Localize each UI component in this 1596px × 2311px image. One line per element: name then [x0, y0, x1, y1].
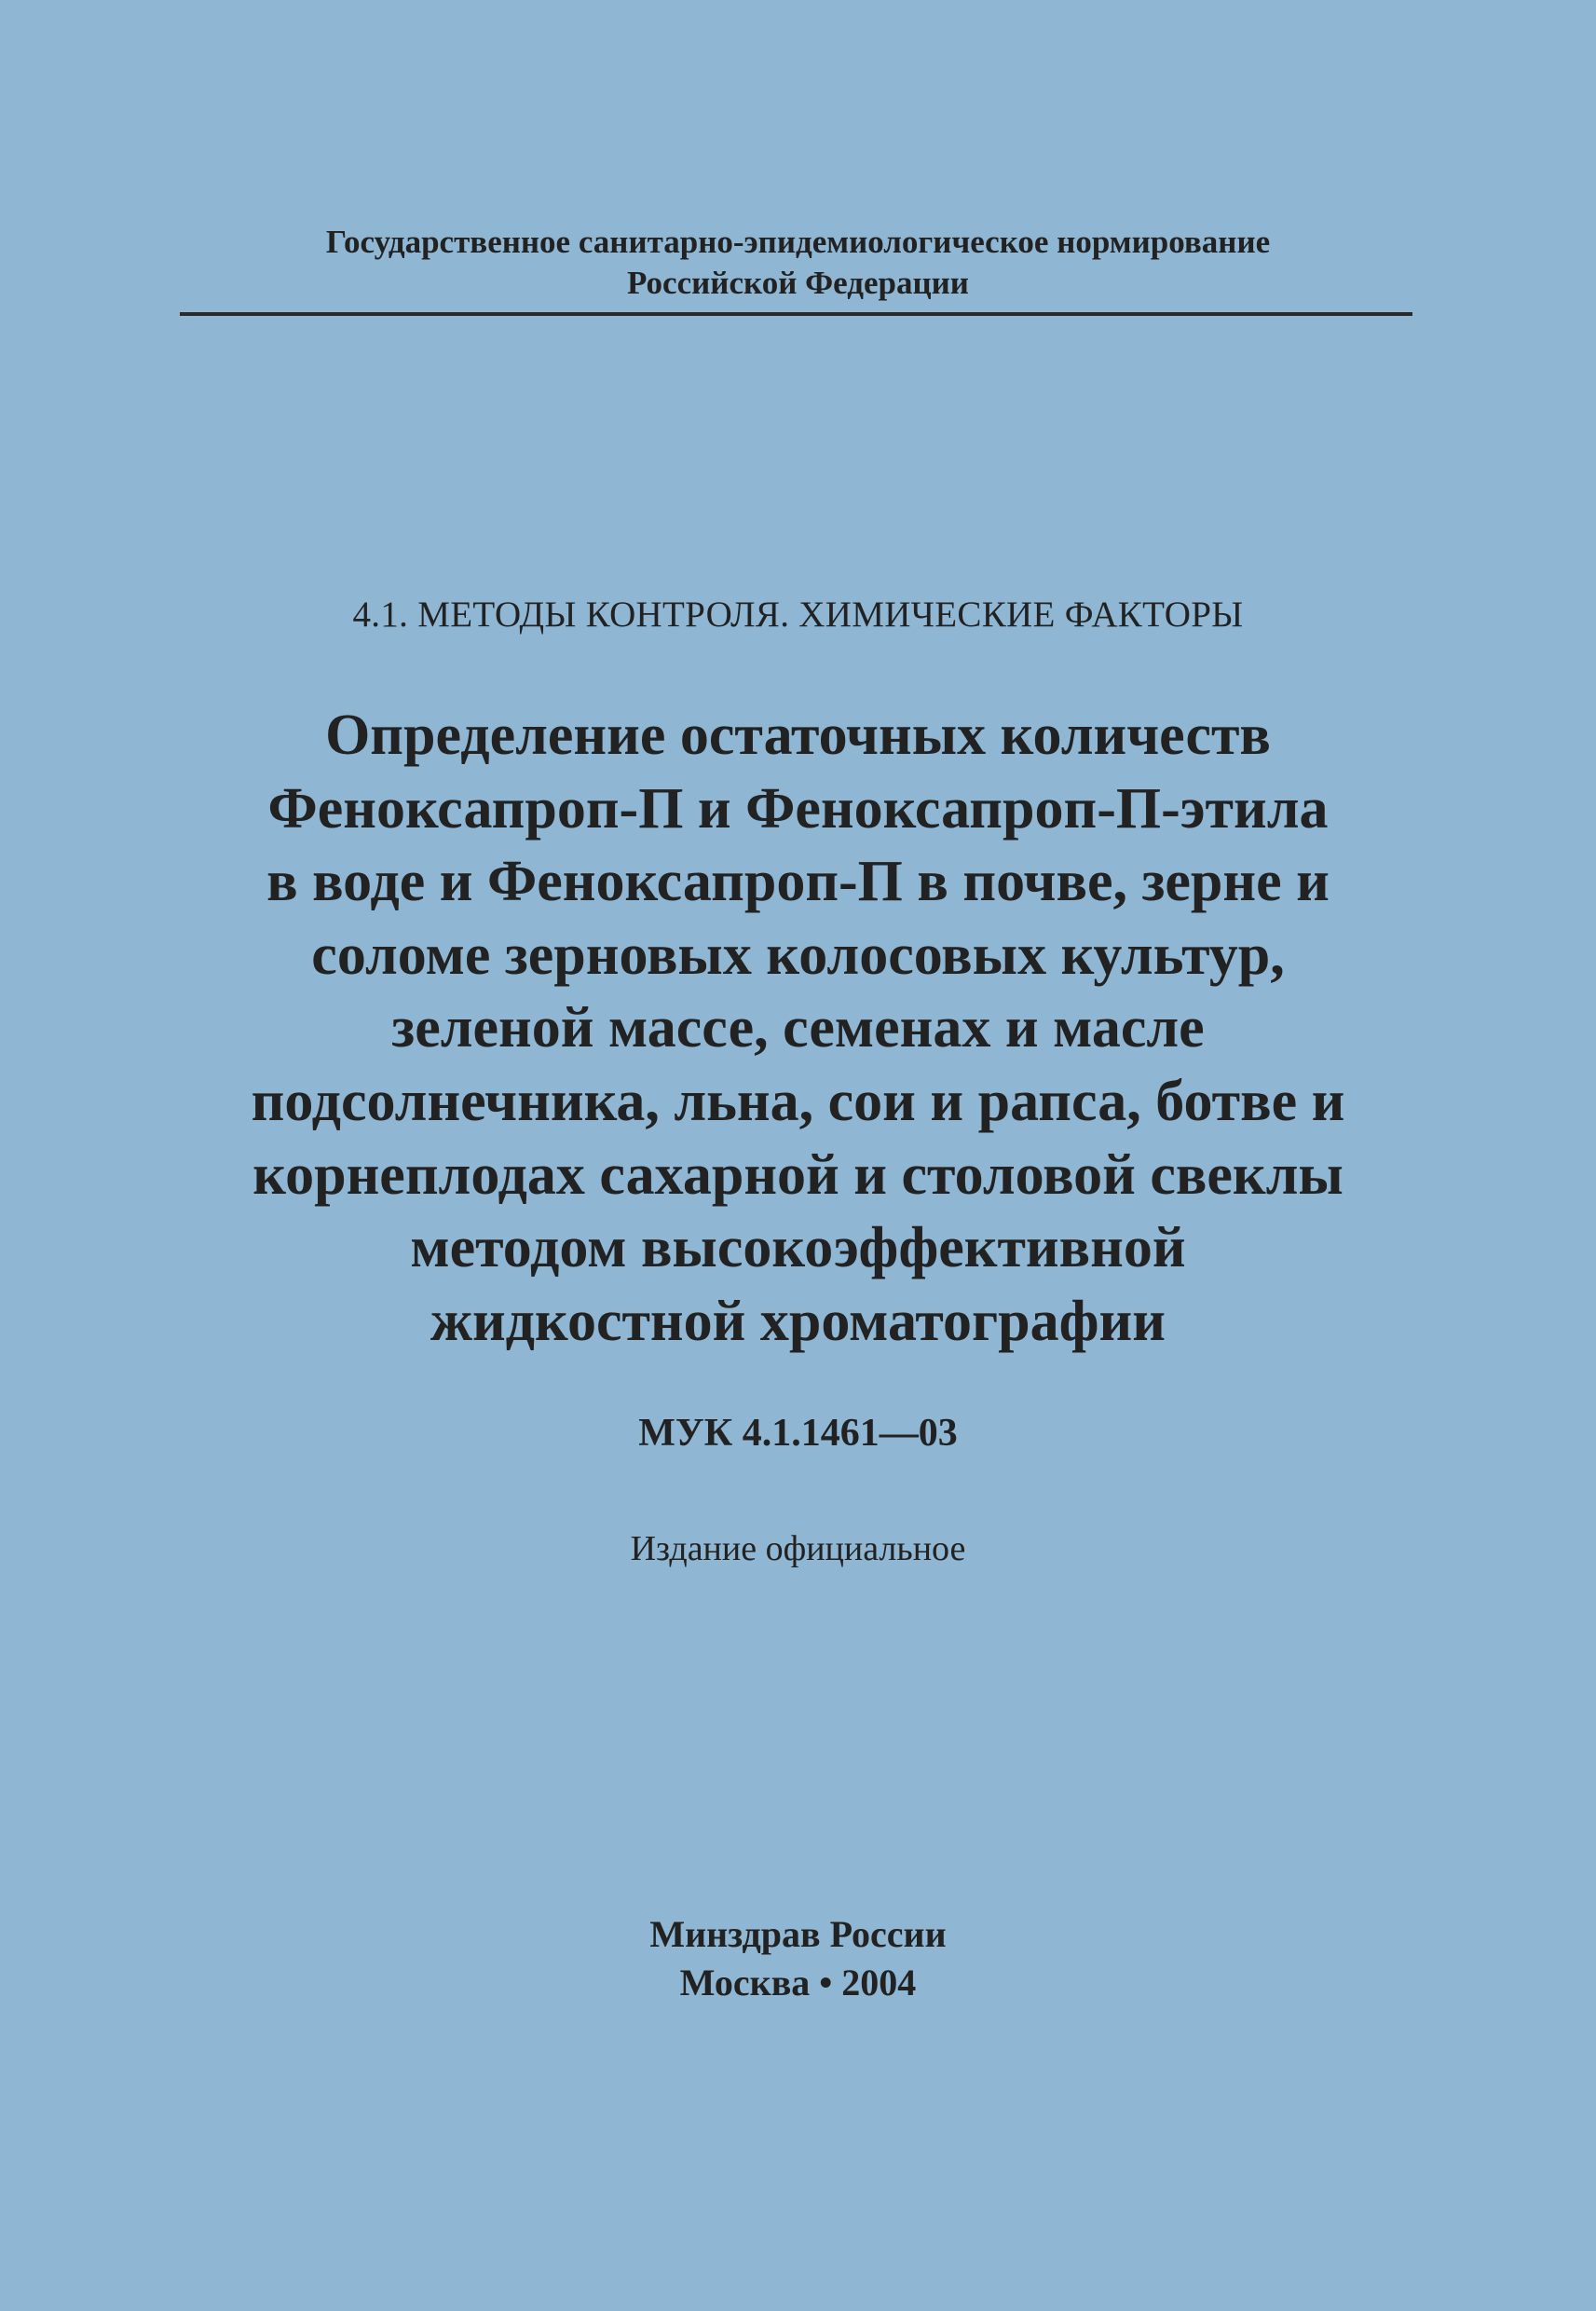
- publisher-block: [0, 1910, 1596, 2007]
- title-line-1: Определение остаточных количеств: [325, 704, 1271, 767]
- series-title: 4.1. МЕТОДЫ КОНТРОЛЯ. ХИМИЧЕСКИЕ ФАКТОРЫ: [352, 595, 1244, 635]
- header-line-1: Государственное санитарно-эпидемиологическое нормирование: [325, 224, 1271, 260]
- title-line-5: зеленой массе, семенах и масле: [391, 996, 1205, 1060]
- title-line-8: методом высокоэффективной: [410, 1216, 1186, 1280]
- publication-city-year: Москва • 2004: [679, 1962, 917, 2003]
- title-line-2: Феноксапроп-П и Феноксапроп-П-этила: [267, 776, 1329, 841]
- title-line-7: корнеплодах сахарной и столовой свеклы: [252, 1142, 1344, 1207]
- publisher-name: Минздрав России: [649, 1913, 947, 1955]
- issuing-system-header: [0, 222, 1596, 304]
- header-line-2: Российской Федерации: [627, 265, 969, 301]
- title-line-3: в воде и Феноксапроп-П в почве, зерне и: [266, 850, 1330, 914]
- document-code: МУК 4.1.1461—03: [638, 1412, 958, 1455]
- header-divider: [180, 312, 1412, 316]
- title-line-4: соломе зерновых колосовых культур,: [311, 923, 1285, 987]
- document-title: [0, 699, 1596, 1358]
- title-line-6: подсолнечника, льна, сои и рапса, ботве и: [251, 1069, 1345, 1133]
- title-line-9: жидкостной хроматографии: [430, 1289, 1166, 1353]
- edition-note: Издание официальное: [630, 1529, 966, 1568]
